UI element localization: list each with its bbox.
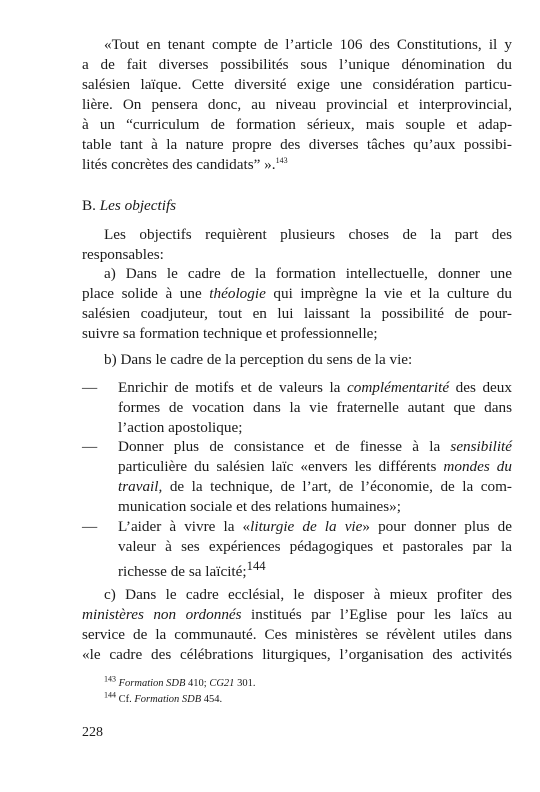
dash-bullet: — (82, 438, 98, 455)
emphasis-text: sensibilité (450, 438, 512, 455)
footnote (104, 674, 256, 691)
footnote-number: 144 (104, 690, 116, 700)
emphasis-text: ministères non ordonnés (82, 606, 242, 623)
footnote-text: 410; (185, 678, 210, 689)
emphasis-text: liturgie de la vie (250, 518, 363, 535)
body-line: service de la communauté. Ces ministères se révèlent utiles dans (82, 626, 512, 643)
body-text: L’aider à vivre la « (118, 518, 251, 535)
body-line: l’action apostolique; (118, 419, 243, 436)
section-title: Les objectifs (99, 197, 177, 214)
body-text: des deux (449, 379, 512, 396)
body-line (118, 457, 512, 477)
body-line: formes de vocation dans la vie fraternelle autant que dans (118, 399, 512, 416)
footnote-text: Cf. (118, 694, 135, 705)
footnote-ref: 143 (275, 155, 288, 165)
page-number: 228 (82, 725, 103, 740)
body-line (118, 437, 512, 457)
body-line: a) Dans le cadre de la formation intellectuelle, donner une (104, 265, 512, 282)
body-line (118, 517, 512, 537)
body-line (118, 477, 512, 497)
body-line (82, 605, 512, 625)
body-line: salésien laïque. Cette diversité exige une considération particu- (82, 76, 512, 93)
body-line (82, 155, 512, 175)
body-text: particulière du salésien laïc «envers les différents (118, 458, 444, 475)
footnote-ref: 144 (246, 559, 266, 573)
emphasis-text: mondes du (443, 458, 512, 475)
dash-bullet: — (82, 518, 98, 535)
body-text: Donner plus de consistance et de finesse à la (118, 438, 451, 455)
emphasis-text: complémentarité (347, 379, 450, 396)
body-line: lière. On pensera donc, au niveau provincial et interprovincial, (82, 96, 512, 113)
body-line: munication sociale et des relations humaines»; (118, 498, 402, 515)
body-line: a de fait diverses possibilités sous l’unique dénomination du (82, 56, 512, 73)
body-line: salésien coadjuteur, tout en lui laissant la possibilité de pour- (82, 305, 512, 322)
body-text: de la technique, de l’art, de l’économie, de la com- (162, 478, 512, 495)
section-heading (82, 196, 512, 216)
body-text: Enrichir de motifs et de valeurs la (118, 379, 347, 396)
dash-bullet: — (82, 379, 98, 396)
footnote-source: Formation SDB (118, 678, 186, 689)
body-line (118, 557, 512, 582)
body-line: Les objectifs requièrent plusieurs choses de la part des (104, 226, 512, 243)
body-text: » pour donner plus de (362, 518, 512, 535)
body-text: richesse de sa laïcité; (118, 563, 247, 581)
body-line: table tant à la nature propre des diverses tâches qu’aux possibi- (82, 136, 512, 153)
body-line: à un “curriculum de formation sérieux, mais souple et adap- (82, 116, 512, 133)
body-line (118, 378, 512, 398)
body-text: place solide à une (82, 285, 210, 302)
body-text: lités concrètes des candidats” ». (82, 156, 276, 173)
body-line: c) Dans le cadre ecclésial, le disposer à mieux profiter des (104, 586, 512, 603)
footnote-source: Formation SDB (134, 694, 202, 705)
footnote (104, 690, 223, 707)
body-line: suivre sa formation technique et professionnelle; (82, 325, 378, 342)
body-line: «le cadre des célébrations liturgiques, l’organisation des activités (82, 646, 512, 663)
emphasis-text: travail, (118, 478, 163, 495)
body-line: valeur à ses expériences pédagogiques et pastorales par la (118, 538, 512, 555)
emphasis-text: théologie (209, 285, 266, 302)
body-text: qui imprègne la vie et la culture du (265, 285, 512, 302)
footnote-number: 143 (104, 674, 116, 684)
body-line: b) Dans le cadre de la perception du sens de la vie: (104, 351, 413, 368)
footnote-text: 301. (234, 678, 256, 689)
body-line: «Tout en tenant compte de l’article 106 des Constitutions, il y (104, 36, 512, 53)
footnote-text: 454. (201, 694, 223, 705)
section-letter: B. (82, 197, 96, 214)
body-line: responsables: (82, 246, 164, 263)
body-text: institués par l’Eglise pour les laïcs au (241, 606, 512, 623)
body-line (82, 284, 512, 304)
footnote-source: CG21 (209, 678, 235, 689)
